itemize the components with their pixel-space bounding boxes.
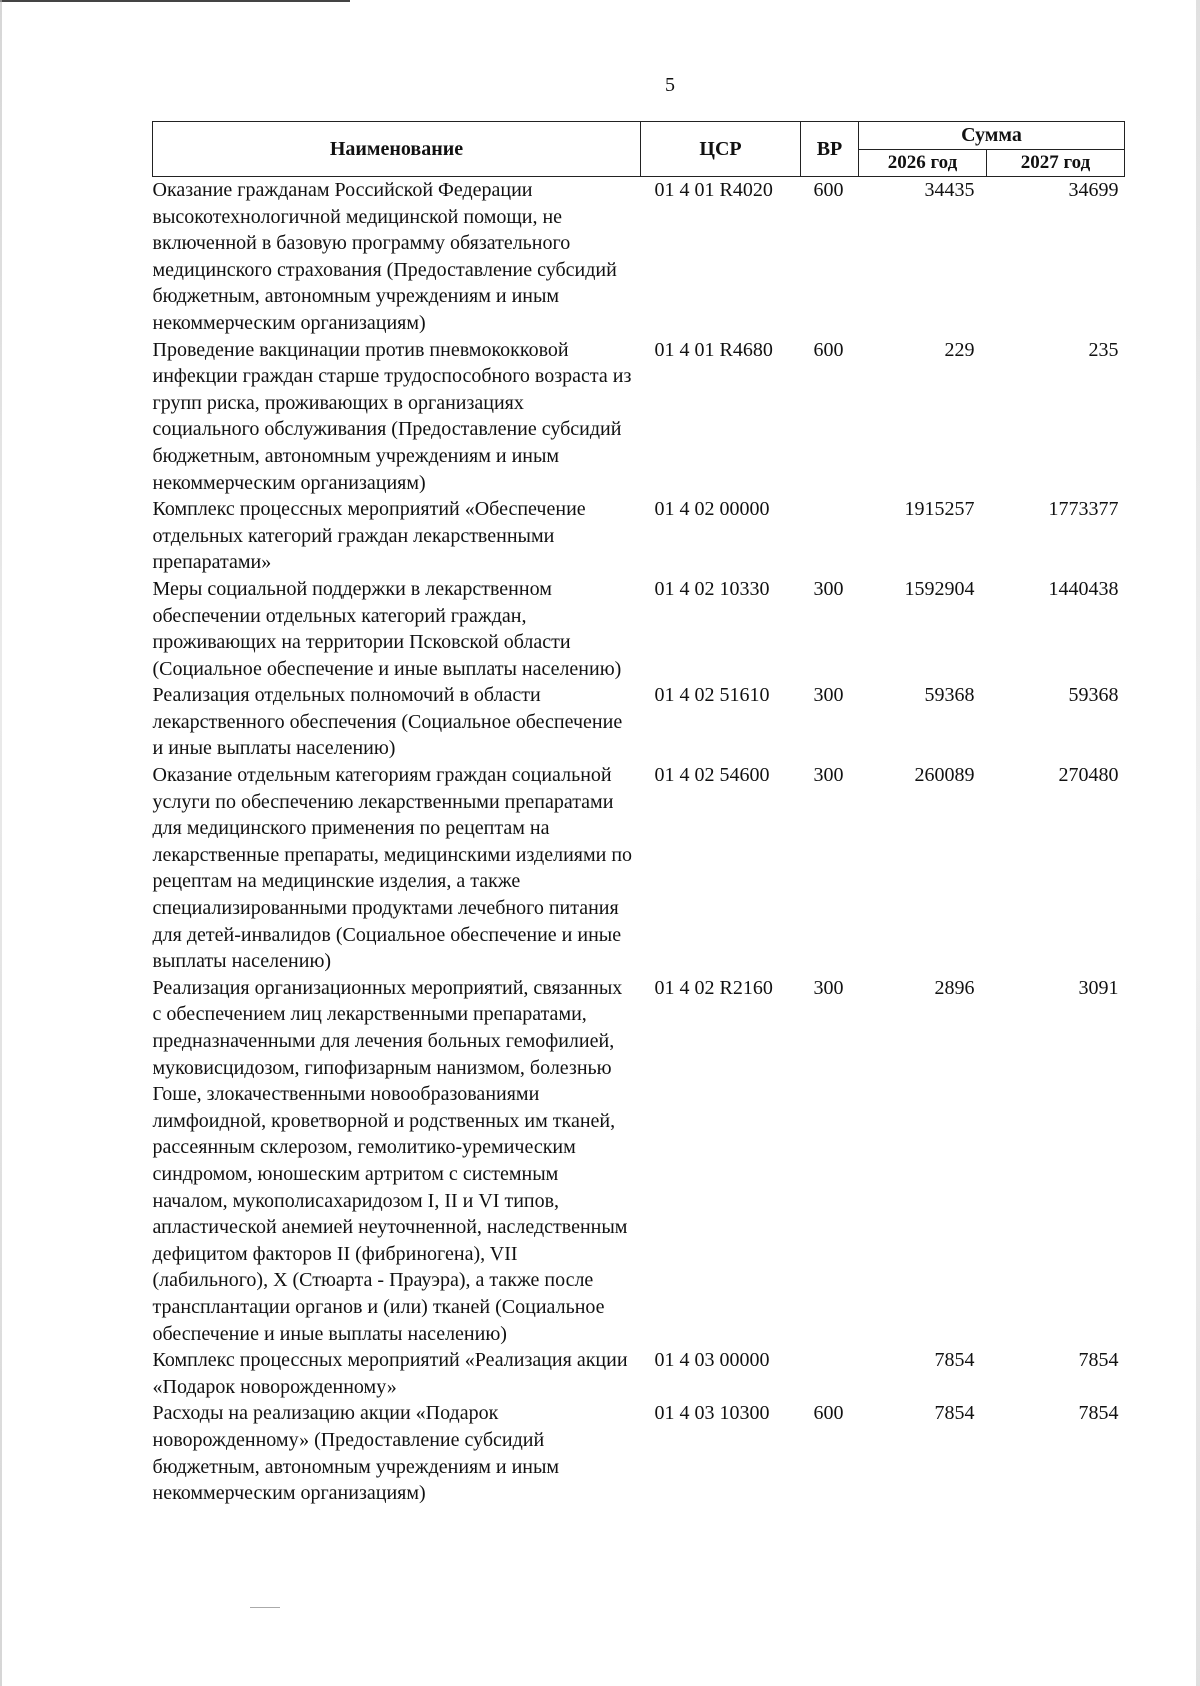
table-header [153, 122, 1125, 177]
row-csr: 01 4 02 R2160 [654, 976, 773, 999]
row-sum-2026: 7854 [934, 1402, 975, 1425]
table-row [153, 975, 1125, 1347]
table-row [153, 496, 1125, 576]
row-sum-2026: 1592904 [904, 577, 975, 600]
row-csr: 01 4 02 51610 [654, 684, 770, 707]
page-number: 5 [665, 74, 675, 96]
row-sum-2026: 7854 [934, 1349, 975, 1372]
header-name: Наименование [153, 122, 641, 177]
row-sum-2026: 1915257 [904, 498, 975, 521]
table-row [153, 177, 1125, 337]
row-vr: 600 [813, 1402, 844, 1425]
row-vr: 600 [813, 338, 844, 361]
row-csr: 01 4 03 10300 [654, 1402, 770, 1425]
row-name: Расходы на реализацию акции «Подарок новорожденному» (Предоставление субсидий бюджетным, автономным учреждениям и иным некоммерческим организациям) [152, 1402, 560, 1505]
table-row [153, 1400, 1125, 1506]
row-name: Оказание гражданам Российской Федерации высокотехнологичной медицинской помощи, не включенной в базовую программу обязательного медицинского страхования (Предоставление субсидий бюджетным, автономным учреждениям и иным некоммерческим организациям) [152, 179, 617, 334]
row-csr: 01 4 02 00000 [654, 498, 770, 521]
row-name: Оказание отдельным категориям граждан социальной услуги по обеспечению лекарственными препаратами для медицинского применения по рецептам на лекарственные препараты, медицинскими изделиями по рецептам на медицинские изделия, а также специализированными продуктами лечебного питания для детей-инвалидов (Социальное обеспечение и иные выплаты населению) [152, 764, 633, 973]
row-name: Комплекс процессных мероприятий «Обеспечение отдельных категорий граждан лекарственными препаратами» [152, 498, 586, 574]
header-year-2027: 2027 год [987, 149, 1125, 177]
table-row [153, 337, 1125, 497]
row-vr: 300 [813, 976, 844, 999]
table-row [153, 682, 1125, 762]
row-csr: 01 4 01 R4020 [654, 179, 773, 201]
row-sum-2027: 59368 [1068, 684, 1119, 707]
row-sum-2026: 2896 [934, 976, 975, 999]
row-csr: 01 4 01 R4680 [654, 338, 773, 361]
row-csr: 01 4 02 10330 [654, 577, 770, 600]
row-name: Проведение вакцинации против пневмококковой инфекции граждан старше трудоспособного возраста из групп риска, проживающих в организациях социального обслуживания (Предоставление субсидий бюджетным, автономным учреждениям и иным некоммерческим организациям) [152, 338, 632, 494]
scan-left-edge [0, 0, 2, 1686]
row-csr: 01 4 02 54600 [654, 764, 770, 787]
row-sum-2026: 34435 [924, 179, 975, 201]
row-sum-2027: 3091 [1078, 976, 1119, 999]
row-sum-2026: 260089 [914, 764, 975, 787]
row-name: Комплекс процессных мероприятий «Реализация акции «Подарок новорожденному» [152, 1349, 628, 1398]
row-vr [801, 496, 859, 576]
row-csr: 01 4 03 00000 [654, 1349, 770, 1372]
table-row [153, 762, 1125, 975]
row-sum-2027: 34699 [1068, 179, 1119, 201]
scan-top-line [0, 0, 350, 2]
row-sum-2027: 1773377 [1048, 498, 1119, 521]
row-sum-2027: 235 [1088, 338, 1119, 361]
header-sum: Сумма [859, 122, 1125, 150]
row-sum-2027: 7854 [1078, 1402, 1119, 1425]
row-vr: 600 [813, 179, 844, 201]
header-year-2026: 2026 год [859, 149, 987, 177]
budget-table [152, 121, 1125, 1507]
row-sum-2027: 270480 [1058, 764, 1119, 787]
row-vr: 300 [813, 764, 844, 787]
row-sum-2026: 229 [944, 338, 975, 361]
row-sum-2026: 59368 [924, 684, 975, 707]
header-csr: ЦСР [641, 122, 801, 177]
row-vr: 300 [813, 684, 844, 707]
header-vr: ВР [801, 122, 859, 177]
row-name: Меры социальной поддержки в лекарственном обеспечении отдельных категорий граждан, проживающих на территории Псковской области (Социальное обеспечение и иные выплаты населению) [152, 577, 622, 680]
row-name: Реализация отдельных полномочий в области лекарственного обеспечения (Социальное обеспечение и иные выплаты населению) [152, 684, 623, 760]
scan-right-edge [1196, 0, 1200, 1686]
row-vr [801, 1347, 859, 1400]
table-row [153, 576, 1125, 682]
table-body [153, 177, 1125, 1507]
row-sum-2027: 7854 [1078, 1349, 1119, 1372]
row-vr: 300 [813, 577, 844, 600]
row-name: Реализация организационных мероприятий, связанных с обеспечением лиц лекарственными препаратами, предназначенными для лечения больных гемофилией, муковисцидозом, гипофизарным нанизмом, болезнью Гоше, злокачественными новообразованиями лимфоидной, кроветворной и родственных им тканей, рассеянным склерозом, гемолитико-уремическим синдромом, юношеским артритом с системным началом, мукополисахаридозом I, II и VI типов, апластической анемией неуточненной, наследственным дефицитом факторов II (фибриногена), VII (лабильного), X (Стюарта - Прауэра), а также после трансплантации органов и (или) тканей (Социальное обеспечение и иные выплаты населению) [152, 976, 628, 1345]
table-row [153, 1347, 1125, 1400]
scan-mark [250, 1607, 280, 1608]
row-sum-2027: 1440438 [1048, 577, 1119, 600]
